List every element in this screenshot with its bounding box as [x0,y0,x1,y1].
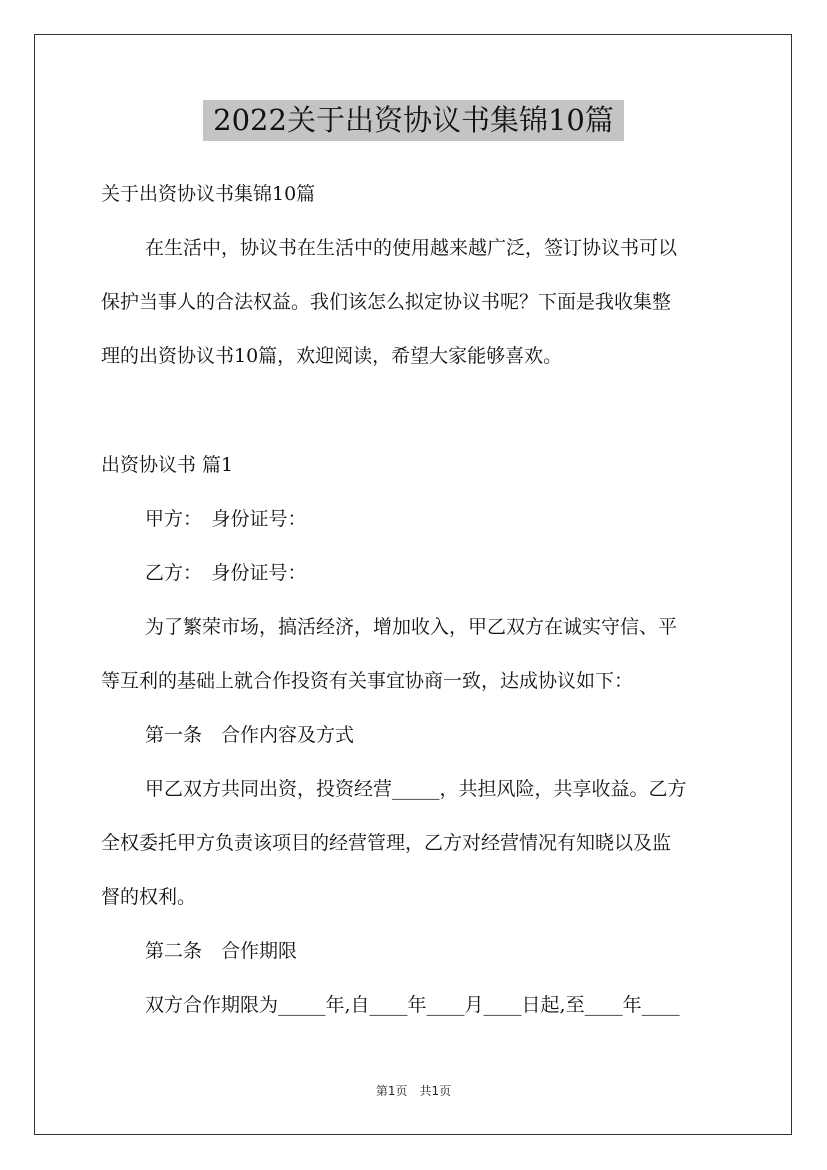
section-heading-1: 出资协议书 篇1 [101,454,234,476]
preamble-line-2: 等互利的基础上就合作投资有关事宜协商一致，达成协议如下： [101,670,634,692]
intro-paragraph-line-2: 保护当事人的合法权益。我们该怎么拟定协议书呢？下面是我收集整 [101,291,672,313]
party-a-line: 甲方： 身份证号： [145,508,307,530]
document-title: 2022关于出资协议书集锦10篇 [203,100,624,141]
article-1-heading: 第一条 合作内容及方式 [145,724,355,746]
intro-paragraph-line-3: 理的出资协议书10篇，欢迎阅读，希望大家能够喜欢。 [101,345,563,367]
article-1-line-2: 全权委托甲方负责该项目的经营管理，乙方对经营情况有知晓以及监 [101,832,672,854]
article-2-line-1: 双方合作期限为_____年,自____年____月____日起,至____年____ [145,994,680,1016]
article-1-line-1: 甲乙双方共同出资，投资经营_____，共担风险，共享收益。乙方 [145,778,687,800]
article-1-line-3: 督的权利。 [101,886,197,908]
preamble-line-1: 为了繁荣市场，搞活经济，增加收入，甲乙双方在诚实守信、平 [145,616,678,638]
intro-paragraph-line-1: 在生活中，协议书在生活中的使用越来越广泛，签订协议书可以 [145,237,678,259]
intro-heading: 关于出资协议书集锦10篇 [101,183,316,205]
page-footer: 第1页 共1页 [375,1084,452,1098]
party-b-line: 乙方： 身份证号： [145,562,307,584]
article-2-heading: 第二条 合作期限 [145,940,298,962]
